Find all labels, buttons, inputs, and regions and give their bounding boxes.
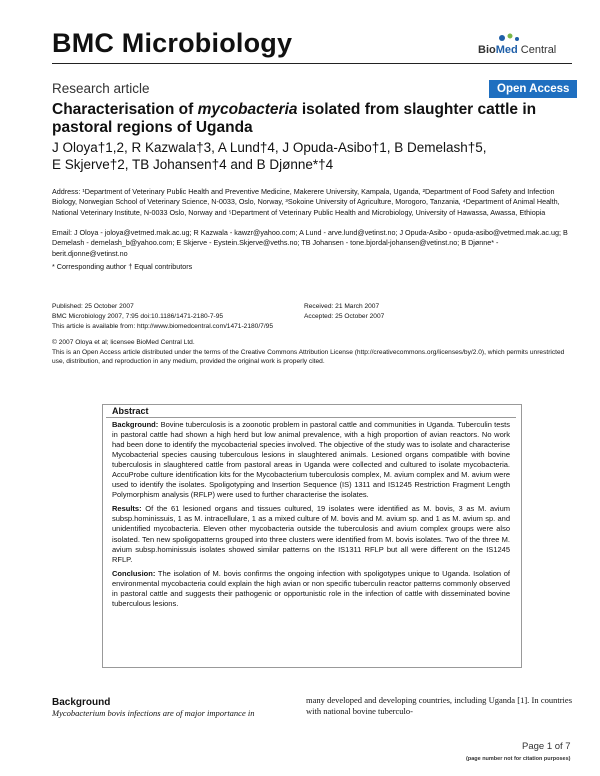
background-text: Bovine tuberculosis is a zoonotic problem in pastoral cattle and communities in Uganda. Tuberculin tests in pastoral cattle had shown a high herd but low animal prevalence, with a high proportion of avian reactors. No work had been done to identify the mycobacterial species involved. The objective of the study was to isolate and characterise Mycobacterial species causing tuberculous lesions in slaughtered animals. Lesioned organs compatible with bovine tuberculosis in slaughtered cattle from pastoral areas in Uganda were collected and cultured to isolate mycobacteria. AccuProbe culture identification kits for the Mycobacterium tuberculosis complex, M. avium complex and M. avium were used to identify the isolates. Spoligotyping and Insertion Sequence (IS) 1311 and IS1245 Restriction Fragment Length Polymorphism analysis (RFLP) were used to further characterise the isolates. (112, 420, 510, 500)
logo-bio: Bio (478, 44, 496, 56)
title-part: isolated from slaughter cattle in pastoral regions of Uganda (52, 101, 537, 136)
page-note: (page number not for citation purposes) (466, 756, 571, 762)
abstract-results (112, 504, 510, 564)
emails: Email: J Oloya - joloya@vetmed.mak.ac.ug; R Kazwala - kawzr@yahoo.com; A Lund - arve.lund@vetinst.no; J Opuda-Asibo - opuda-asibo@vetmed.mak.ac.ug; B Demelash - demelash_b@yahoo.com; E Skjerve - Eystein.Skjerve@veths.no; TB Johansen - tone.bjordal-johansen@vetinst.no; B Djønne* - berit.djonne@vetinst.no (52, 228, 568, 258)
body-left-column: Mycobacterium bovis infections are of major importance in (52, 708, 255, 718)
copyright-block (52, 338, 572, 367)
received-date: Received: 21 March 2007 (304, 303, 380, 310)
article-type: Research article (52, 81, 150, 96)
conclusion-label: Conclusion: (112, 568, 156, 578)
copyright: © 2007 Oloya et al; licensee BioMed Central Ltd. (52, 339, 195, 346)
abstract-text (112, 420, 510, 613)
article-title (52, 101, 572, 137)
conclusion-text: The isolation of M. bovis confirms the ongoing infection with spoligotypes unique to Uganda. Isolation of environmental mycobacteria could explain the high avian or non specific tuberculin reactor patterns commonly observed in pastoral cattle and suggests their pathogenic or opportunistic role in the infection of cattle with disseminated bovine tuberculous lesions. (112, 568, 510, 608)
accepted-date: Accepted: 25 October 2007 (304, 313, 385, 320)
license: This is an Open Access article distributed under the terms of the Creative Commons Attribution License (http://creativecommons.org/licenses/by/2.0), which permits unrestricted use, distribution, and reproduction in any medium, provided the original work is properly cited. (52, 348, 565, 365)
author-notes: * Corresponding author † Equal contributors (52, 262, 193, 271)
body-right-column: many developed and developing countries, including Uganda [1]. In countries with national bovine tuberculo- (306, 695, 572, 716)
page-number: Page 1 of 7 (522, 741, 571, 752)
citation-doi: BMC Microbiology 2007, 7:95 doi:10.1186/1471-2180-7-95 (52, 313, 224, 320)
authors-line: J Oloya†1,2, R Kazwala†3, A Lund†4, J Opuda-Asibo†1, B Demelash†5, (52, 140, 487, 155)
header-rule (52, 63, 572, 64)
authors-line: E Skjerve†2, TB Johansen†4 and B Djønne*†4 (52, 156, 334, 172)
logo-med: Med (495, 44, 518, 56)
availability-link[interactable]: This article is available from: http://www.biomedcentral.com/1471-2180/7/95 (52, 323, 273, 330)
abstract-conclusion (112, 569, 510, 609)
published-date: Published: 25 October 2007 (52, 303, 134, 310)
title-italic: mycobacteria (197, 101, 298, 118)
author-list (52, 140, 522, 173)
logo-central: Central (517, 44, 557, 56)
background-heading: Background (52, 697, 111, 708)
results-text: Of the 61 lesioned organs and tissues cultured, 19 isolates were identified as M. bovis, 3 as M. avium subsp.hominissuis, 1 as M. intracellulare, 1 as a mixed culture of M. bovis and M. avium sp. and 1 as M. avium sp. and unidentified mycobacteria. Eleven other mycobacteria outside the tuberculosis and avium complex groups were also isolated. Ten new spoligopatterns grouped into three clusters were identified from M. bovis isolates. Two of the three M. avium subsp.hominissuis isolates showed similar patterns on the IS1311 RFLP but all were different on the IS1245 RFLP. (112, 504, 510, 564)
logo-dots-icon (498, 32, 528, 44)
abstract-heading: Abstract (112, 406, 149, 416)
biomed-central-logo (478, 30, 570, 58)
results-label: Results: (112, 504, 142, 514)
abstract-background (112, 420, 510, 500)
title-part: Characterisation of (52, 101, 198, 118)
background-label: Background: (112, 420, 159, 429)
affiliations: Address: ¹Department of Veterinary Public Health and Preventive Medicine, Makerere University, Kampala, Uganda, ²Department of Food Safety and Infection Biology, Norwegian School of Veterinary Science, N-0033, Oslo, Norway, ³Sokoine University of Agriculture, Morogoro, Tanzania, ⁴Department of Animal Health, National Veterinary Institute, N-0033 Oslo, Norway and ⁵Department of Veterinary Public Health and Microbiology, University of Hawassa, Awassa, Ethiopia (52, 187, 560, 217)
open-access-badge: Open Access (489, 80, 577, 98)
journal-title: BMC Microbiology (52, 28, 293, 58)
abstract-rule (106, 417, 516, 418)
